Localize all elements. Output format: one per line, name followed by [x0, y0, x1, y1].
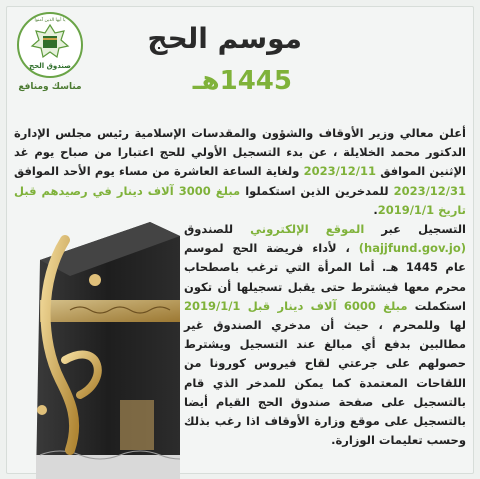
text-segment: ولغاية الساعة العاشرة من مساء يوم الأحد الموافق — [14, 164, 304, 179]
text-segment: ، لأداء فريضة الحج لموسم عام 1445 هـ. أما المرأة التي ترغب باصطحاب محرم معها فيشترط حتى يقبل تسجيلها أن تكون استكملت — [184, 241, 467, 313]
season-year: 1445هـ — [192, 66, 292, 96]
text-segment: . — [373, 202, 378, 217]
text-segment: لها وللمحرم ، حيث أن مدخري الصندوق غير مطالبين بدفع أي مبالغ عند التسجيل ويشترط حصولهم على جرعتي لقاح فيروس كورونا من اللقاحات المعتمدة كما يمكن للمدخر الذي قام بالتسجيل على صفحة صندوق الحج القيام أيضا بالتسجيل على موقع وزارة الأوقاف اذا رغب بذلك وحسب تعليمات الوزارة. — [184, 318, 466, 448]
mahram-amount: مبلغ 6000 آلاف دينار قبل 2019/1/1 — [184, 298, 408, 313]
paragraph-registration-dates — [14, 124, 466, 220]
text-segment: أعلن معالي وزير الأوقاف والشؤون والمقدسات الإسلامية رئيس مجلس الإدارة الدكتور محمد الخلايلة ، عن بدء التسجيل الأولي للحج اعتبارا من صباح يوم غد الإثنين الموافق — [14, 126, 466, 179]
kaaba-illustration — [0, 200, 180, 479]
header — [0, 0, 480, 120]
star-emblem-icon — [30, 24, 70, 58]
required-amount: مبلغ 3000 آلاف دينار في رصيدهم قبل تاريخ 2019/1/1 — [14, 183, 466, 217]
text-segment: التسجيل عبر — [364, 222, 466, 236]
page-title: موسم الحج — [147, 22, 302, 55]
website-link[interactable]: الموقع الإلكتروني — [250, 222, 365, 236]
website-url[interactable]: (hajjfund.gov.jo) — [358, 241, 466, 256]
logo-slogan: مناسك ومنافع — [18, 82, 82, 92]
hajj-calligraphy — [10, 220, 130, 470]
text-segment: للصندوق — [184, 222, 251, 236]
start-date: 2023/12/11 — [303, 164, 376, 179]
logo-emblem — [17, 12, 83, 78]
logo-brand: صندوق الحج — [29, 62, 71, 70]
paragraph-registration-method — [184, 220, 466, 450]
announcement-text — [14, 124, 467, 448]
text-segment: للمدخرين الذين استكملوا — [240, 183, 394, 198]
end-date: 2023/12/31 — [393, 183, 467, 198]
logo-tagline: يا أيها الذين آمنوا — [34, 18, 66, 23]
hajj-fund-logo — [12, 12, 88, 102]
